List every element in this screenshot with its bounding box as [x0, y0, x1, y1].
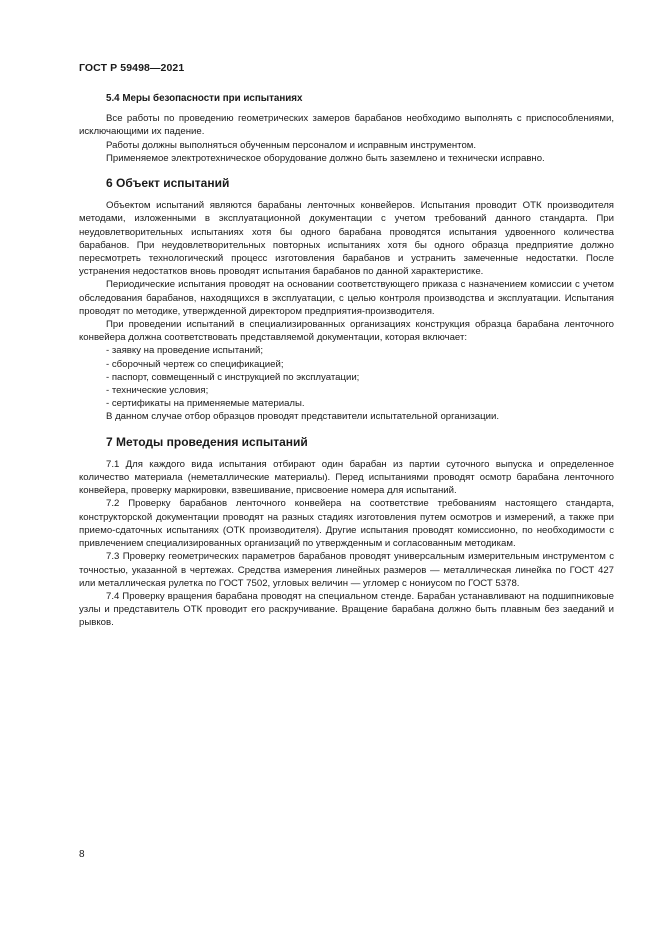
- paragraph: При проведении испытаний в специализированных организациях конструкция образца барабана ленточного конвейера должна соответствовать представляемой документации, которая включает:: [79, 319, 614, 344]
- paragraph: Объектом испытаний являются барабаны ленточных конвейеров. Испытания проводит ОТК производителя методами, изложенными в эксплуатационной документации с учетом требований данного стандарта. При неудовлетворительных испытаниях хотя бы одного барабана проводятся испытания удвоенного количества барабанов. При неудовлетворительных повторных испытаниях хотя бы одного образца предприятие должно пересмотреть технологический процесс изготовления барабанов и устранить замеченные недостатки. После устранения недостатков вновь проводят испытания барабанов по данной характеристике.: [79, 200, 614, 278]
- list-item: - паспорт, совмещенный с инструкцией по эксплуатации;: [106, 371, 360, 383]
- paragraph: Периодические испытания проводят на основании соответствующего приказа с назначением комиссии с учетом обследования барабанов, находящихся в эксплуатации, с целью контроля производства и эксплуатации. Испытания проводят по методике, утвержденной директором предприятия-производителя.: [79, 279, 614, 317]
- list-item: - заявку на проведение испытаний;: [106, 345, 264, 357]
- list-item: - сборочный чертеж со спецификацией;: [106, 358, 284, 370]
- paragraph-7-1: 7.1 Для каждого вида испытания отбирают один барабан из партии суточного выпуска и определенное количество материала (неметаллические материалы). Перед испытаниями проводят осмотр барабана ленточного конвейера, проверку маркировки, взвешивание, присвоение номера для испытаний.: [79, 458, 614, 497]
- paragraph: Работы должны выполняться обученным персоналом и исправным инструментом.: [106, 139, 477, 151]
- paragraph: Применяемое электротехническое оборудование должно быть заземлено и технически исправно.: [106, 152, 545, 164]
- list-item: - технические условия;: [106, 385, 209, 397]
- paragraph-7-2: 7.2 Проверку барабанов ленточного конвейера на соответствие требованиям настоящего стандарта, конструкторской документации проводят на разных стадиях изготовления путем осмотров и измерений, а также при приемо-сдаточных испытаниях (ОТК производителя). Другие испытания проводят комиссионно, по необходимости с привлечением специализированных организаций по утвержденным и согласованным методикам.: [79, 498, 614, 550]
- paragraph: Все работы по проведению геометрических замеров барабанов необходимо выполнять с приспособлениями, исключающими их падение.: [79, 113, 614, 138]
- section-title-7: 7 Методы проведения испытаний: [106, 434, 308, 449]
- section-title-6: 6 Объект испытаний: [106, 176, 230, 191]
- page-number: 8: [79, 849, 85, 860]
- document-code: ГОСТ Р 59498—2021: [79, 62, 185, 74]
- subsection-title-5-4: 5.4 Меры безопасности при испытаниях: [106, 93, 303, 104]
- paragraph-7-3: 7.3 Проверку геометрических параметров барабанов проводят универсальным измерительным инструментом с точностью, указанной в чертежах. Средства измерения линейных размеров — металлическая линейка по ГОСТ 427 или металлическая рулетка по ГОСТ 7502, угловых величин — угломер с нониусом по ГОСТ 5378.: [79, 551, 614, 589]
- list-item: - сертификаты на применяемые материалы.: [106, 398, 305, 410]
- paragraph: В данном случае отбор образцов проводят представители испытательной организации.: [106, 411, 500, 423]
- document-body: [79, 92, 614, 630]
- paragraph-7-4: 7.4 Проверку вращения барабана проводят на специальном стенде. Барабан устанавливают на подшипниковые узлы и представитель ОТК проводит его раскручивание. Вращение барабана должно быть плавным без заеданий и рывков.: [79, 590, 614, 629]
